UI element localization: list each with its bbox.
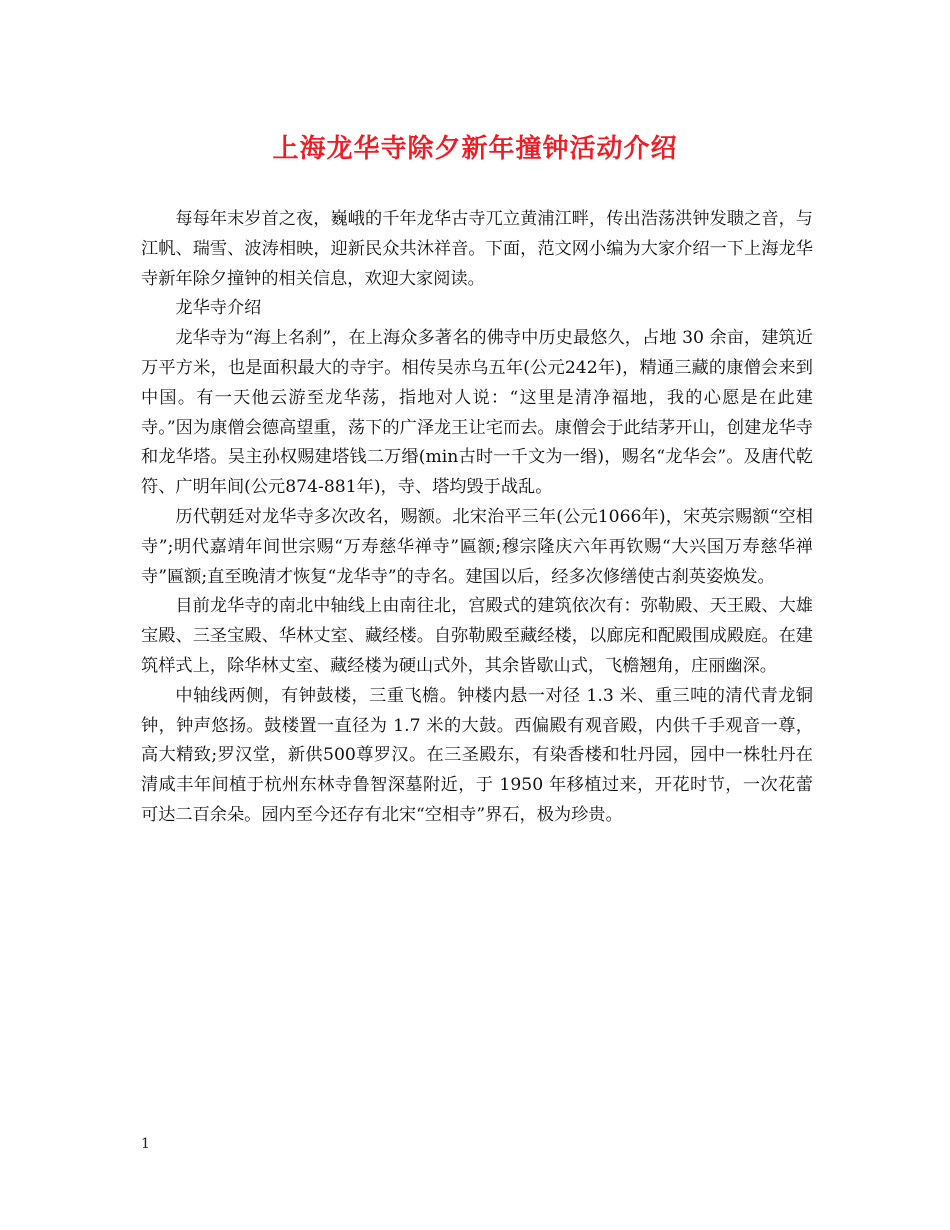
renaming-paragraph: 历代朝廷对龙华寺多次改名，赐额。北宋治平三年(公元1066年)，宋英宗赐额“空相寺”;明代嘉靖年间世宗赐“万寿慈华禅寺”匾额;穆宗隆庆六年再钦赐“大兴国万寿慈华禅寺”匾额;直至晚清才恢复“龙华寺”的寺名。建国以后，经多次修缮使古刹英姿焕发。 [141, 506, 813, 587]
section-heading: 龙华寺介绍 [175, 298, 262, 319]
bell-tower-paragraph: 中轴线两侧，有钟鼓楼，三重飞檐。钟楼内悬一对径 1.3 米、重三吨的清代青龙铜钟，钟声悠扬。鼓楼置一直径为 1.7 米的大鼓。西偏殿有观音殿，内供千手观音一尊，高大精致;罗汉堂，新供500尊罗汉。在三圣殿东，有染香楼和牡丹园，园中一株牡丹在清咸丰年间植于杭州东林寺鲁智深墓附近，于 1950 年移植过来，开花时节，一次花蕾可达二百余朵。园内至今还存有北宋“空相寺”界石，极为珍贵。 [141, 685, 813, 825]
history-paragraph: 龙华寺为“海上名刹”，在上海众多著名的佛寺中历史最悠久，占地 30 余亩，建筑近万平方米，也是面积最大的寺宇。相传吴赤乌五年(公元242年)，精通三藏的康僧会来到中国。有一天他云游至龙华荡，指地对人说：“这里是清净福地，我的心愿是在此建寺。”因为康僧会德高望重，荡下的广泽龙王让宅而去。康僧会于此结茅开山，创建龙华寺和龙华塔。吴主孙权赐建塔钱二万缗(min古时一千文为一缗)，赐名“龙华会”。及唐代乾符、广明年间(公元874-881年)，寺、塔均毁于战乱。 [141, 328, 813, 498]
intro-paragraph: 每每年末岁首之夜，巍峨的千年龙华古寺兀立黄浦江畔，传出浩荡洪钟发聩之音，与江帆、瑞雪、波涛相映，迎新民众共沐祥音。下面，范文网小编为大家介绍一下上海龙华寺新年除夕撞钟的相关信息，欢迎大家阅读。 [141, 209, 813, 289]
document-body [141, 205, 813, 831]
document-title: 上海龙华寺除夕新年撞钟活动介绍 [272, 134, 678, 164]
page-number: 1 [141, 1136, 150, 1152]
architecture-paragraph: 目前龙华寺的南北中轴线上由南往北，宫殿式的建筑依次有：弥勒殿、天王殿、大雄宝殿、三圣宝殿、华林丈室、藏经楼。自弥勒殿至藏经楼，以廊庑和配殿围成殿庭。在建筑样式上，除华林丈室、藏经楼为硬山式外，其余皆歇山式，飞檐翘角，庄丽幽深。 [141, 596, 813, 676]
